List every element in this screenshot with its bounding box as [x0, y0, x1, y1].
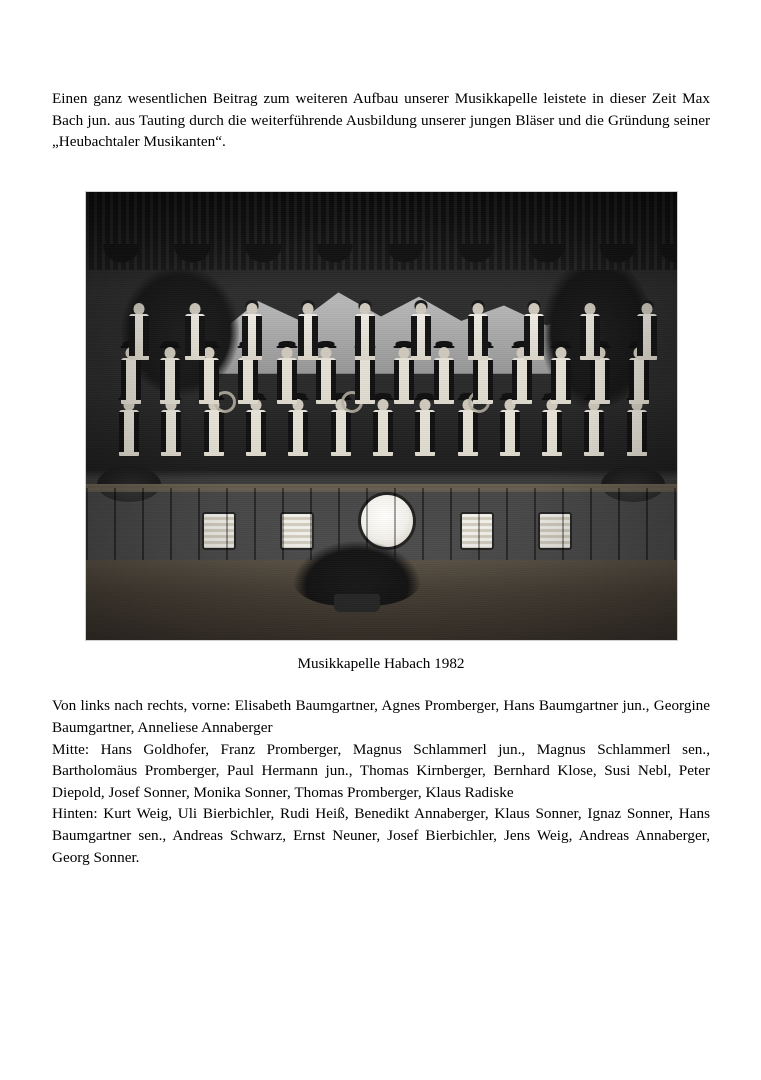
group-photo [85, 191, 678, 641]
person-figure [353, 297, 377, 369]
person-figure [127, 297, 151, 369]
person-figure [635, 297, 659, 369]
person-figure [409, 297, 433, 369]
person-figure [240, 297, 264, 369]
person-figure [578, 297, 602, 369]
member-roster [52, 695, 710, 868]
person-figure [466, 297, 490, 369]
roster-back-row: Hinten: Kurt Weig, Uli Bierbichler, Rudi Heiß, Benedikt Annaberger, Klaus Sonner, Ignaz Sonner, Hans Baumgartner sen., Andreas Schwarz, Ernst Neuner, Josef Bierbichler, Jens Weig, Andreas Annaberger, Georg Sonner. [52, 805, 710, 866]
roster-front-row: Von links nach rechts, vorne: Elisabeth Baumgartner, Agnes Promberger, Hans Baumgartner jun., Georgine Baumgartner, Anneliese Annaberger [52, 697, 710, 737]
potted-fern [292, 540, 422, 606]
curtain-scallop [86, 244, 677, 278]
band-members [115, 297, 647, 492]
page-content [52, 88, 710, 868]
photo-container [52, 191, 710, 641]
photo-caption: Musikkapelle Habach 1982 [297, 654, 465, 672]
person-figure [296, 297, 320, 369]
front-row-figures [115, 297, 671, 369]
intro-paragraph: Einen ganz wesentlichen Beitrag zum weiteren Aufbau unserer Musikkapelle leistete in dieser Zeit Max Bach jun. aus Tauting durch die weiterführende Ausbildung unserer jungen Bläser und die Gründung seiner „Heubachtaler Musikanten“. [52, 90, 710, 151]
person-figure [522, 297, 546, 369]
person-figure [183, 297, 207, 369]
roster-middle-row: Mitte: Hans Goldhofer, Franz Promberger, Magnus Schlammerl jun., Magnus Schlammerl sen., Bartholomäus Promberger, Paul Hermann jun., Thomas Kirnberger, Bernhard Klose, Susi Nebl, Peter Diepold, Josef Sonner, Monika Sonner, Thomas Promberger, Klaus Radiske [52, 740, 710, 801]
